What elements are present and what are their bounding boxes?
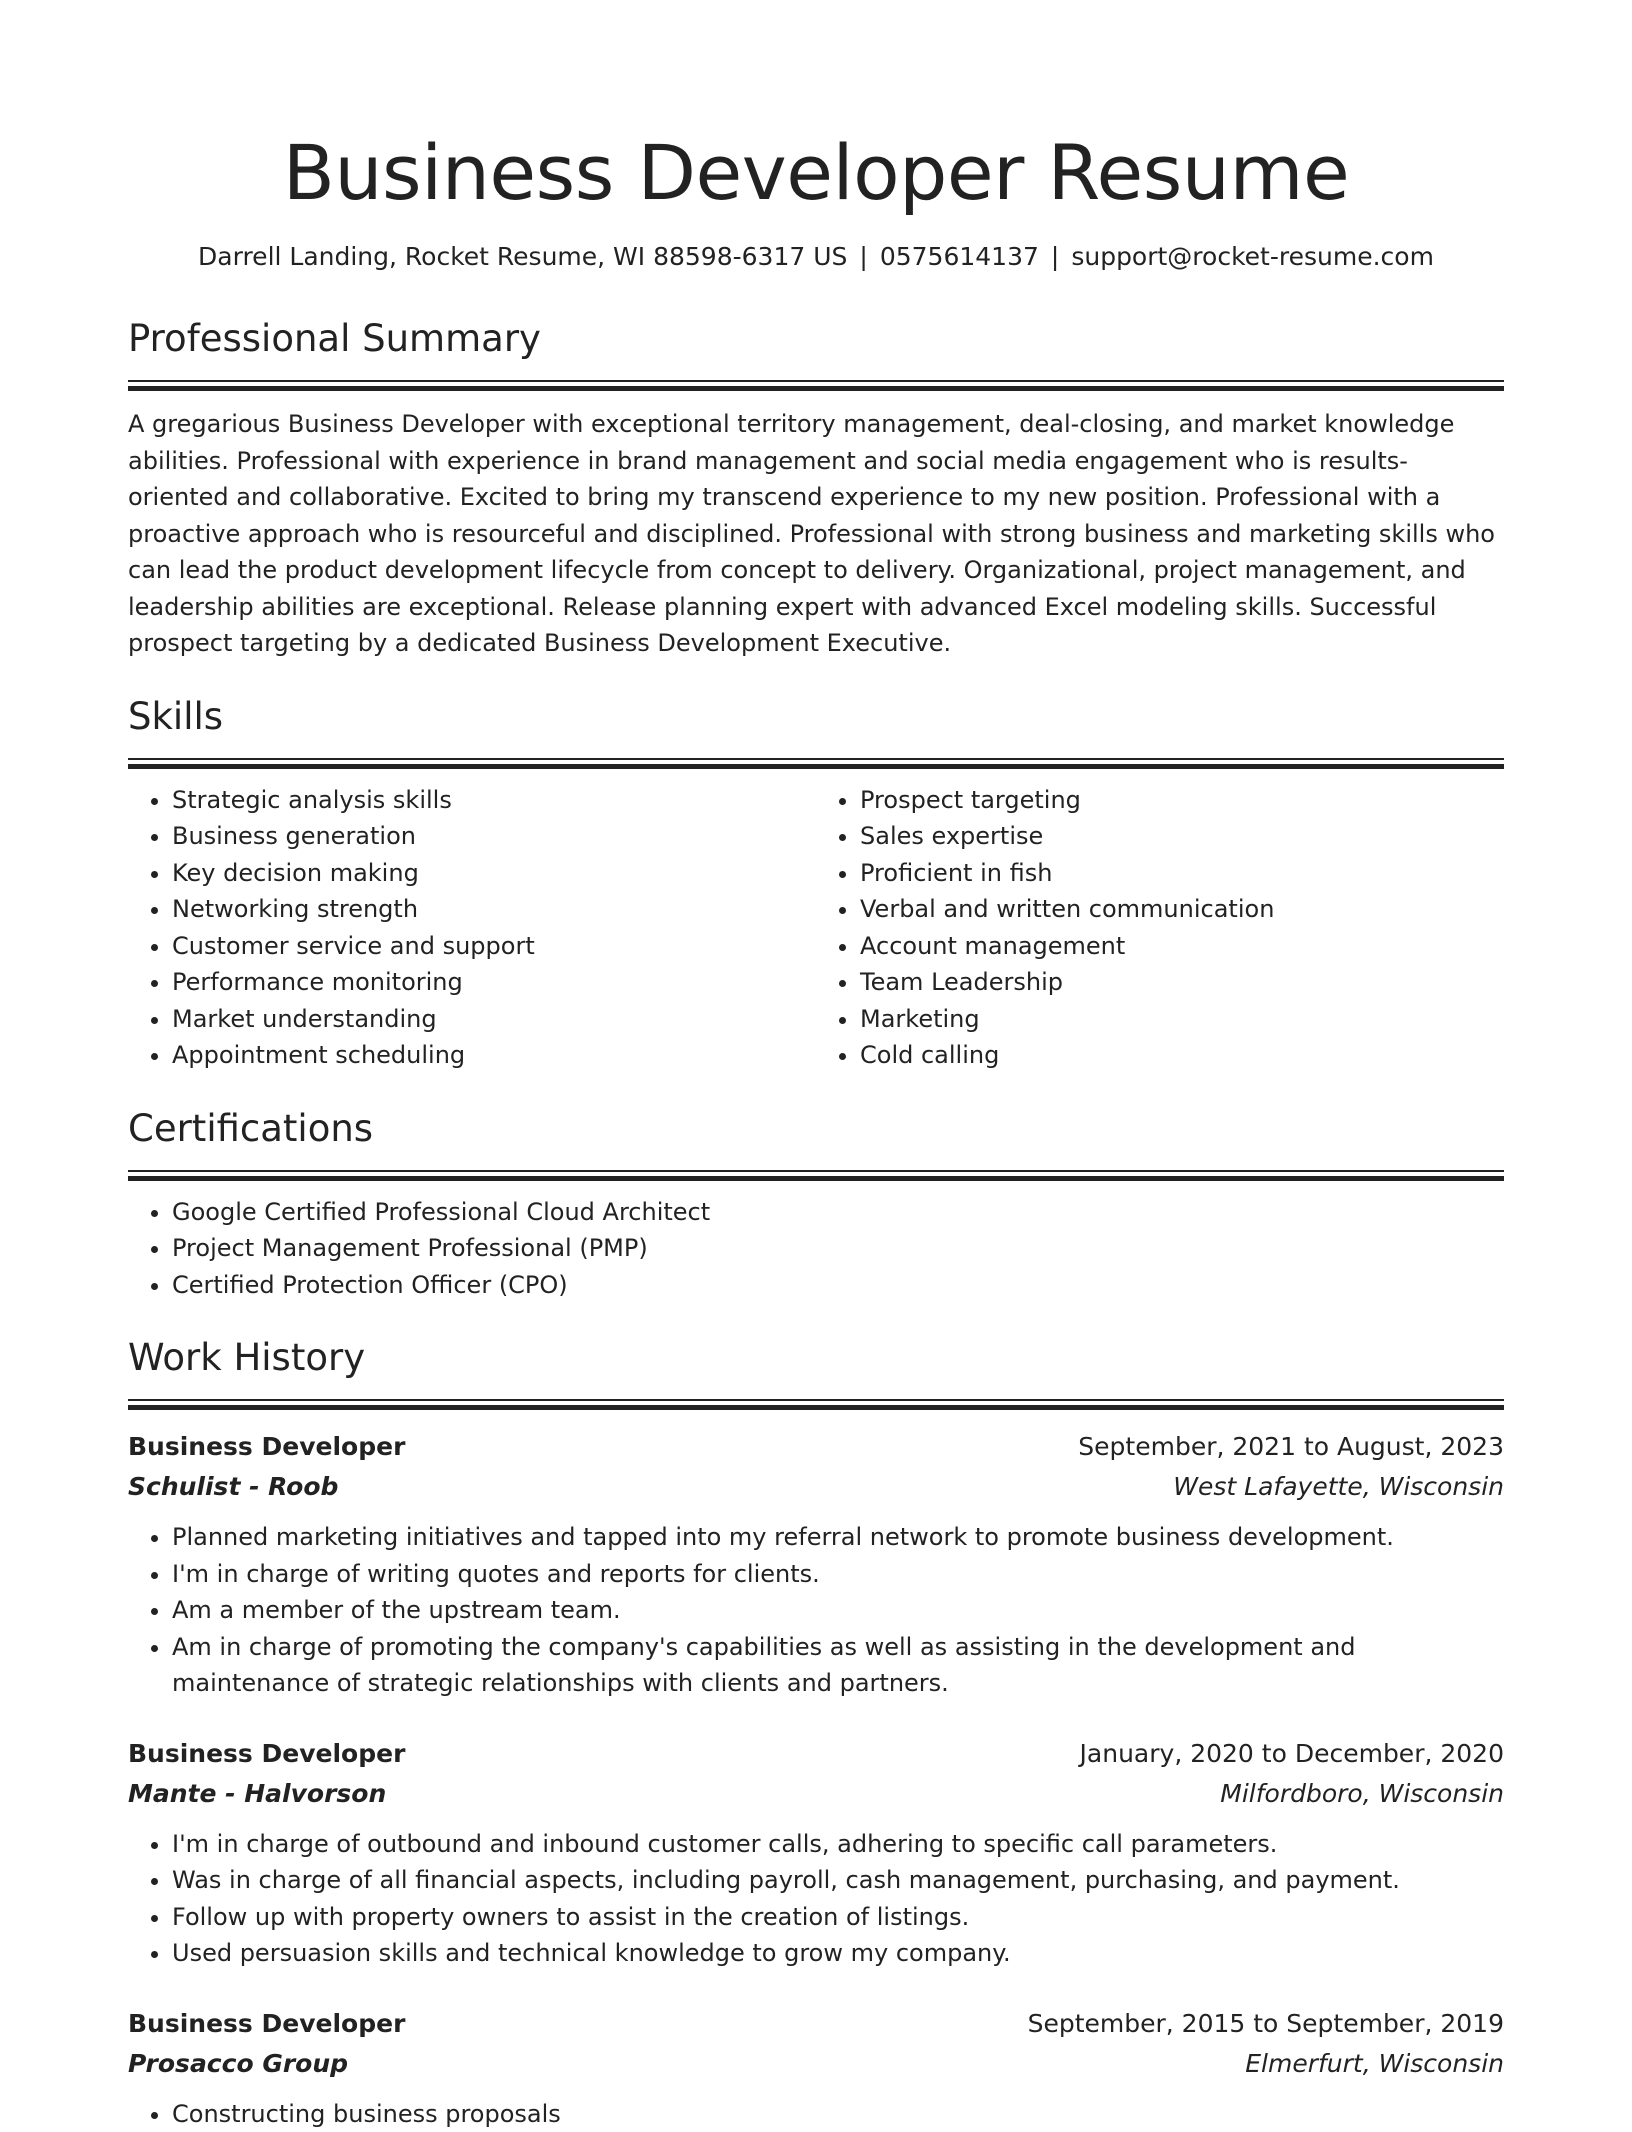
job-company: Mante - Halvorson — [128, 1774, 386, 1814]
skill-item: • Strategic analysis skills — [172, 782, 816, 819]
skill-item: • Team Leadership — [860, 964, 1504, 1001]
job-subheader — [128, 1774, 1504, 1814]
job-bullets — [128, 1519, 1504, 1702]
job-dates: January, 2020 to December, 2020 — [1080, 1734, 1504, 1774]
skill-item: • Market understanding — [172, 1001, 816, 1038]
skills-section — [128, 692, 1504, 1074]
work-history-section — [128, 1333, 1504, 2132]
job-title: Business Developer — [128, 2004, 405, 2044]
job-header — [128, 1734, 1504, 1774]
job-bullet: • Am in charge of promoting the company's capabilities as well as assisting in the development and maintenance of strategic relationships with clients and partners. — [172, 1629, 1504, 1702]
certifications-list — [128, 1194, 1504, 1304]
job-bullet: • Used persuasion skills and technical knowledge to grow my company. — [172, 1935, 1504, 1972]
certifications-heading: Certifications — [128, 1104, 1504, 1154]
contact-address: Darrell Landing, Rocket Resume, WI 88598-6317 US — [198, 242, 847, 271]
job-entry — [128, 2004, 1504, 2132]
skills-grid — [128, 782, 1504, 1074]
job-bullet: • Am a member of the upstream team. — [172, 1592, 1504, 1629]
job-subheader — [128, 2044, 1504, 2084]
skill-item: • Proficient in fish — [860, 855, 1504, 892]
job-bullet: • Follow up with property owners to assist in the creation of listings. — [172, 1899, 1504, 1936]
skill-item: • Networking strength — [172, 891, 816, 928]
job-subheader — [128, 1467, 1504, 1507]
work-history-heading: Work History — [128, 1333, 1504, 1383]
skill-item: • Cold calling — [860, 1037, 1504, 1074]
job-company: Prosacco Group — [128, 2044, 348, 2084]
skills-list-left — [128, 782, 816, 1074]
contact-line — [128, 240, 1504, 274]
skill-item: • Performance monitoring — [172, 964, 816, 1001]
summary-heading: Professional Summary — [128, 314, 1504, 364]
job-title: Business Developer — [128, 1734, 405, 1774]
summary-section — [128, 314, 1504, 662]
job-company: Schulist - Roob — [128, 1467, 338, 1507]
job-header — [128, 2004, 1504, 2044]
job-title: Business Developer — [128, 1427, 405, 1467]
section-divider — [128, 1170, 1504, 1180]
job-bullet: • Constructing business proposals — [172, 2096, 1504, 2132]
certification-item: • Certified Protection Officer (CPO) — [172, 1267, 1504, 1304]
job-dates: September, 2015 to September, 2019 — [1028, 2004, 1504, 2044]
contact-email: support@rocket-resume.com — [1071, 242, 1434, 271]
job-location: Milfordboro, Wisconsin — [1220, 1774, 1504, 1814]
job-bullets — [128, 2096, 1504, 2132]
certifications-section — [128, 1104, 1504, 1304]
contact-separator: | — [859, 240, 867, 274]
job-header — [128, 1427, 1504, 1467]
skill-item: • Account management — [860, 928, 1504, 965]
skill-item: • Prospect targeting — [860, 782, 1504, 819]
certification-item: • Project Management Professional (PMP) — [172, 1230, 1504, 1267]
skill-item: • Verbal and written communication — [860, 891, 1504, 928]
skill-item: • Customer service and support — [172, 928, 816, 965]
resume-page — [128, 118, 1504, 2132]
job-entry — [128, 1427, 1504, 1702]
skills-list-right — [816, 782, 1504, 1074]
skills-heading: Skills — [128, 692, 1504, 742]
contact-phone: 0575614137 — [880, 242, 1039, 271]
job-bullet: • Planned marketing initiatives and tapped into my referral network to promote business development. — [172, 1519, 1504, 1556]
job-bullet: • Was in charge of all financial aspects, including payroll, cash management, purchasing, and payment. — [172, 1862, 1504, 1899]
skill-item: • Business generation — [172, 818, 816, 855]
skill-item: • Key decision making — [172, 855, 816, 892]
section-divider — [128, 1399, 1504, 1409]
summary-text: A gregarious Business Developer with exceptional territory management, deal-closing, and market knowledge abilities. Professional with experience in brand management and social media engagement who is results-oriented and collaborative. Excited to bring my transcend experience to my new position. Professional with a proactive approach who is resourceful and disciplined. Professional with strong business and marketing skills who can lead the product development lifecycle from concept to delivery. Organizational, project management, and leadership abilities are exceptional. Release planning expert with advanced Excel modeling skills. Successful prospect targeting by a dedicated Business Development Executive. — [128, 406, 1504, 662]
skill-item: • Sales expertise — [860, 818, 1504, 855]
certification-item: • Google Certified Professional Cloud Architect — [172, 1194, 1504, 1231]
skill-item: • Marketing — [860, 1001, 1504, 1038]
job-location: Elmerfurt, Wisconsin — [1245, 2044, 1504, 2084]
job-bullet: • I'm in charge of writing quotes and reports for clients. — [172, 1556, 1504, 1593]
job-bullet: • I'm in charge of outbound and inbound customer calls, adhering to specific call parameters. — [172, 1826, 1504, 1863]
contact-separator: | — [1051, 240, 1059, 274]
resume-title: Business Developer Resume — [128, 118, 1504, 228]
job-entry — [128, 1734, 1504, 1972]
job-location: West Lafayette, Wisconsin — [1173, 1467, 1504, 1507]
skill-item: • Appointment scheduling — [172, 1037, 816, 1074]
job-bullets — [128, 1826, 1504, 1972]
section-divider — [128, 758, 1504, 768]
section-divider — [128, 380, 1504, 390]
job-dates: September, 2021 to August, 2023 — [1078, 1427, 1504, 1467]
